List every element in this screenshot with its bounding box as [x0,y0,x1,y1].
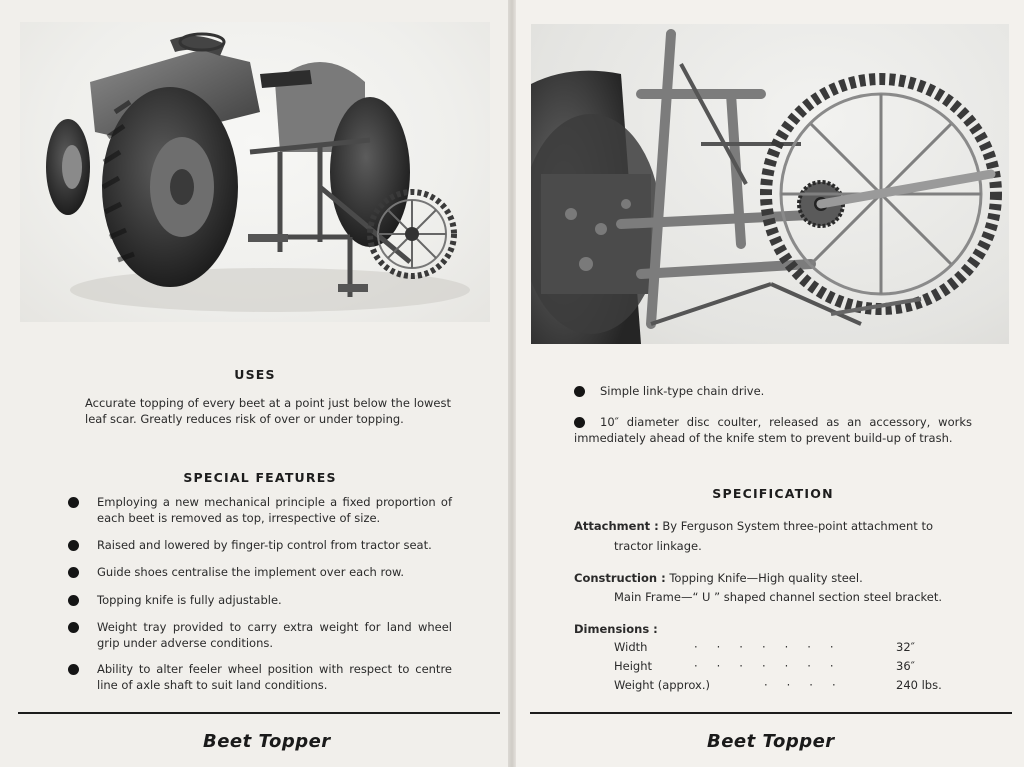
bullet-icon [68,540,79,551]
attachment-line [574,518,984,534]
leader-dots: ······· [694,640,853,654]
attachment-line-2: tractor linkage. [614,539,702,553]
bullet-icon [574,386,585,397]
feature-item: Employing a new mechanical principle a fixed proportion of each beet is removed as top, irrespective of size. [68,494,452,528]
feature-item: Weight tray provided to carry extra weight for land wheel grip under adverse conditions. [68,619,452,653]
feature-item: Simple link-type chain drive. [574,383,972,401]
construction-text: Topping Knife—High quality steel. [669,571,863,585]
construction-label: Construction : [574,571,666,585]
footer-rule [530,712,1012,714]
construction-line-2: Main Frame—“ U ” shaped channel section steel bracket. [614,590,943,604]
uses-heading: USES [234,367,276,382]
feature-item: 10″ diameter disc coulter, released as an accessory, works immediately ahead of the knife stem to prevent build-up of trash. [574,415,972,445]
special-features-heading: SPECIAL FEATURES [183,470,337,485]
feature-item: Raised and lowered by finger-tip control from tractor seat. [68,537,452,555]
feature-item: Ability to alter feeler wheel position with respect to centre line of axle shaft to suit land conditions. [68,661,452,695]
book-gutter [508,0,516,767]
topper-mechanism-photo [531,24,1009,344]
leader-dots: ···· [764,678,855,692]
bullet-icon [68,664,79,675]
dimension-row: Width ······· 32″ [614,640,915,654]
bullet-icon [68,567,79,578]
uses-text: Accurate topping of every beet at a point just below the lowest leaf scar. Greatly reduces risk of over or under topping. [85,396,451,426]
footer-title: Beet Topper [203,731,331,752]
dimensions-label: Dimensions : [574,622,658,636]
footer-title: Beet Topper [707,731,835,752]
feature-item: Guide shoes centralise the implement over each row. [68,564,452,582]
attachment-label: Attachment : [574,519,659,533]
bullet-icon [68,497,79,508]
leader-dots: ······· [694,659,853,673]
bullet-icon [68,622,79,633]
tractor-photo [20,22,490,322]
dimension-row: Weight (approx.) ···· 240 lbs. [614,678,942,692]
feature-item: Topping knife is fully adjustable. [68,592,452,610]
footer-rule [18,712,500,714]
specification-heading: SPECIFICATION [712,486,834,501]
attachment-text: By Ferguson System three-point attachment to [662,519,933,533]
dimension-row: Height ······· 36″ [614,659,915,673]
bullet-icon [68,595,79,606]
construction-line [574,570,984,586]
